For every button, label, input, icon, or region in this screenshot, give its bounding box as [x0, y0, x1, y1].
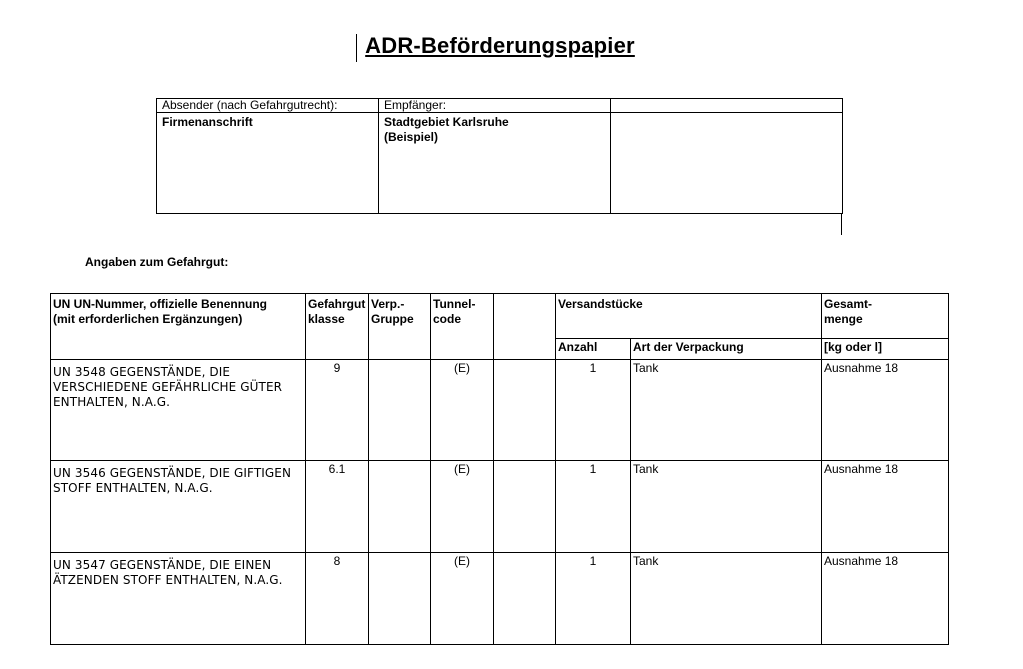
row-description-line: UN 3547 GEGENSTÄNDE, DIE EINEN	[53, 558, 272, 572]
row-packing-group[interactable]	[369, 360, 431, 461]
row-class[interactable]: 8	[306, 553, 369, 645]
header-un-line1: UN UN-Nummer, offizielle Benennung	[53, 297, 268, 311]
row-packaging[interactable]: Tank	[631, 360, 822, 461]
row-packing-group[interactable]	[369, 461, 431, 553]
address-block-stub-line	[841, 213, 842, 235]
row-blank[interactable]	[494, 360, 556, 461]
recipient-label: Empfänger:	[379, 99, 611, 113]
document-title-text: ADR-Beförderungspapier	[365, 33, 635, 58]
row-count[interactable]: 1	[556, 553, 631, 645]
row-tunnel-code[interactable]: (E)	[431, 553, 494, 645]
header-packages: Versandstücke	[556, 294, 822, 339]
header-count: Anzahl	[556, 339, 631, 360]
header-packing-group	[369, 294, 431, 360]
header-blank	[494, 294, 556, 360]
row-count[interactable]: 1	[556, 461, 631, 553]
header-class-line1: Gefahrgut	[308, 297, 366, 311]
address-block	[156, 98, 843, 214]
header-total	[822, 294, 949, 339]
row-packaging[interactable]: Tank	[631, 553, 822, 645]
sender-label: Absender (nach Gefahrgutrecht):	[157, 99, 379, 113]
row-description-line: ENTHALTEN, N.A.G.	[53, 395, 171, 409]
third-label	[611, 99, 843, 113]
recipient-value-line1: Stadtgebiet Karlsruhe	[384, 115, 509, 129]
row-description-line: UN 3546 GEGENSTÄNDE, DIE GIFTIGEN	[53, 466, 292, 480]
row-class[interactable]: 9	[306, 360, 369, 461]
row-total[interactable]: Ausnahme 18	[822, 360, 949, 461]
row-description[interactable]	[51, 360, 306, 461]
header-tunnel-line2: code	[433, 312, 462, 326]
header-class-line2: klasse	[308, 312, 345, 326]
row-description-line: STOFF ENTHALTEN, N.A.G.	[53, 481, 213, 495]
row-tunnel-code[interactable]: (E)	[431, 360, 494, 461]
header-tunnel-line1: Tunnel-	[433, 297, 476, 311]
row-blank[interactable]	[494, 461, 556, 553]
header-packaging-type: Art der Verpackung	[631, 339, 822, 360]
table-row	[51, 553, 949, 645]
header-unit: [kg oder l]	[822, 339, 949, 360]
section-label: Angaben zum Gefahrgut:	[85, 255, 229, 269]
row-description-line: ÄTZENDEN STOFF ENTHALTEN, N.A.G.	[53, 573, 283, 587]
row-description-line: VERSCHIEDENE GEFÄHRLICHE GÜTER	[53, 380, 283, 394]
recipient-value[interactable]	[379, 113, 611, 214]
header-group-line1: Verp.-	[371, 297, 405, 311]
row-blank[interactable]	[494, 553, 556, 645]
header-total-line2: menge	[824, 312, 863, 326]
document-title	[0, 33, 1000, 59]
row-description[interactable]	[51, 461, 306, 553]
dangerous-goods-table	[50, 293, 949, 645]
row-total[interactable]: Ausnahme 18	[822, 461, 949, 553]
header-un-line2: (mit erforderlichen Ergänzungen)	[53, 312, 243, 326]
table-row	[51, 461, 949, 553]
row-packaging[interactable]: Tank	[631, 461, 822, 553]
third-value[interactable]	[611, 113, 843, 214]
sender-value-text: Firmenanschrift	[162, 115, 253, 129]
header-total-line1: Gesamt-	[824, 297, 873, 311]
header-class	[306, 294, 369, 360]
row-class[interactable]: 6.1	[306, 461, 369, 553]
row-description-line: UN 3548 GEGENSTÄNDE, DIE	[53, 365, 231, 379]
row-count[interactable]: 1	[556, 360, 631, 461]
row-tunnel-code[interactable]: (E)	[431, 461, 494, 553]
header-un-description	[51, 294, 306, 360]
row-description[interactable]	[51, 553, 306, 645]
recipient-value-line2: (Beispiel)	[384, 130, 439, 144]
table-row	[51, 360, 949, 461]
sender-value[interactable]	[157, 113, 379, 214]
header-tunnel-code	[431, 294, 494, 360]
row-total[interactable]: Ausnahme 18	[822, 553, 949, 645]
header-group-line2: Gruppe	[371, 312, 414, 326]
row-packing-group[interactable]	[369, 553, 431, 645]
